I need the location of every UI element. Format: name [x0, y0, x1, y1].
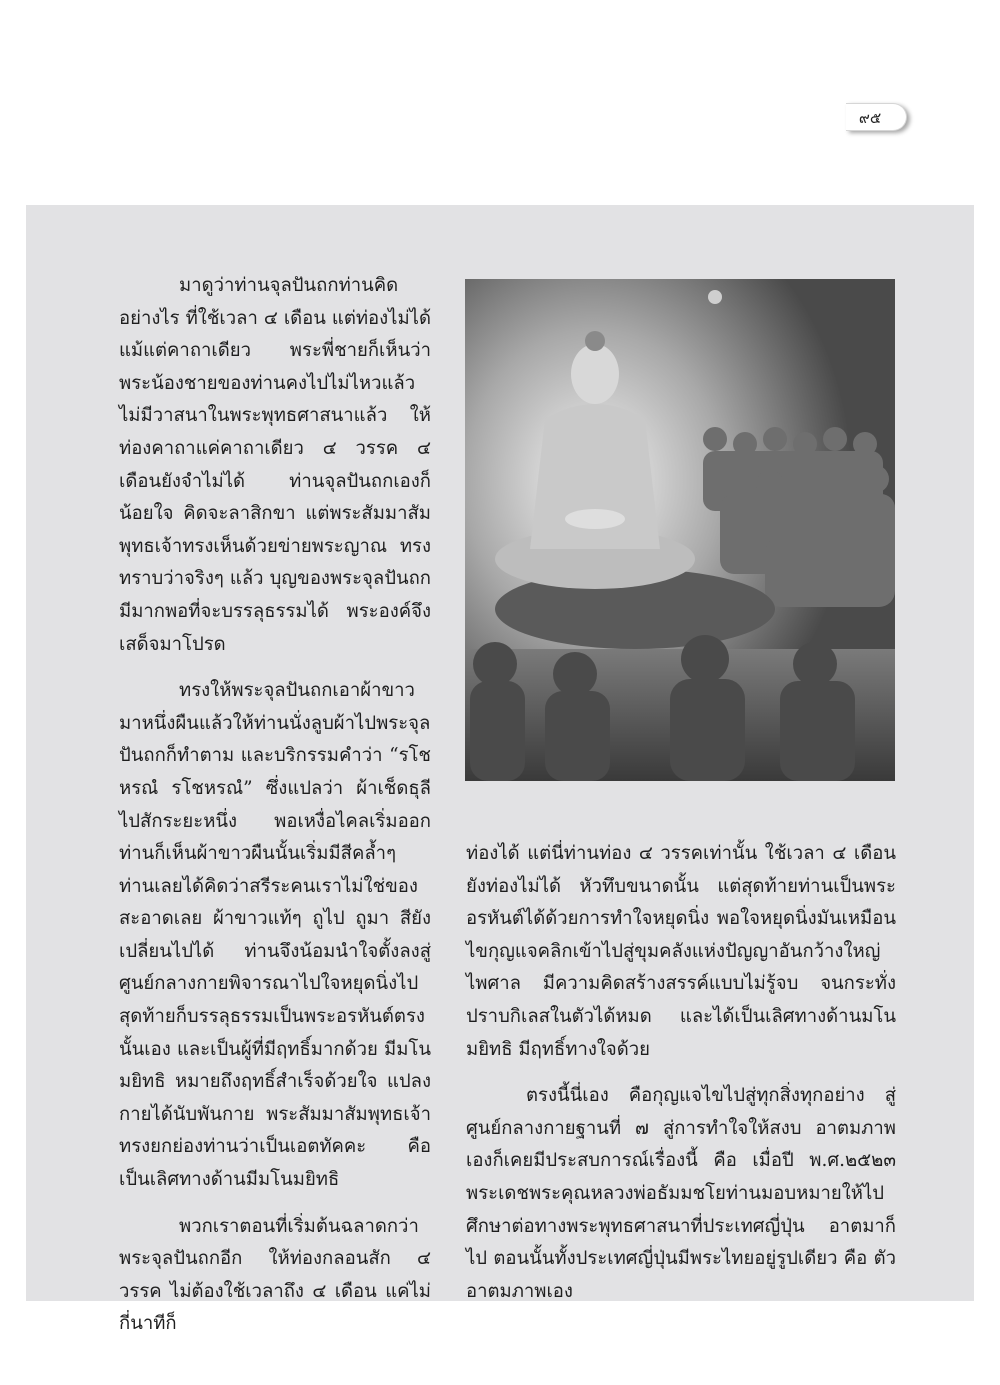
right-paragraph-2: ตรงนี้นี่เอง คือกุญแจไขไปสู่ทุกสิ่งทุกอย่าง สู่ศูนย์กลางกายฐานที่ ๗ สู่การทำใจให้สงบ อาตมภาพเองก็เคยมีประสบการณ์เรื่องนี้ คือ เมื่อปี พ.ศ.๒๕๒๓ พระเดชพระคุณหลวงพ่อธัมมชโยท่านมอบหมายให้ไปศึกษาต่อทางพระพุทธศาสนาที่ประเทศญี่ปุ่น อาตมาก็ไป ตอนนั้นทั้งประเทศญี่ปุ่นมีพระไทยอยู่รูปเดียว คือ ตัวอาตมภาพเอง	[466, 1085, 896, 1302]
right-text-column	[466, 838, 896, 1322]
left-paragraph-3: พวกเราตอนที่เริ่มต้นฉลาดกว่าพระจุลปันถกอีก ให้ท่องกลอนสัก ๔ วรรค ไม่ต้องใช้เวลาถึง ๔ เดือน แค่ไม่กี่นาทีก็	[119, 1215, 431, 1335]
left-paragraph-2: ทรงให้พระจุลปันถกเอาผ้าขาวมาหนึ่งผืนแล้วให้ท่านนั่งลูบผ้าไปพระจุลปันถกก็ทำตาม และบริกรรมคำว่า “รโชหรณํ รโชหรณํ” ซึ่งแปลว่า ผ้าเช็ดธุลี ไปสักระยะหนึ่ง พอเหงื่อไคลเริ่มออกท่านก็เห็นผ้าขาวผืนนั้นเริ่มมีสีคล้ำๆ ท่านเลยได้คิดว่าสรีระคนเราไม่ใช่ของสะอาดเลย ผ้าขาวแท้ๆ ถูไป ถูมา สียังเปลี่ยนไปได้ ท่านจึงน้อมนำใจตั้งลงสู่ศูนย์กลางกายพิจารณาไปใจหยุดนิ่งไป สุดท้ายก็บรรลุธรรมเป็นพระอรหันต์ตรงนั้นเอง และเป็นผู้ที่มีฤทธิ์มากด้วย มีมโนมยิทธิ หมายถึงฤทธิ์สำเร็จด้วยใจ แปลงกายได้นับพันกาย พระสัมมาสัมพุทธเจ้าทรงยกย่องท่านว่าเป็นเอตทัคคะ คือ เป็นเลิศทางด้านมีมโนมยิทธิ	[119, 680, 431, 1191]
moon-icon	[708, 290, 722, 304]
meditating-buddha-illustration	[465, 279, 895, 781]
left-text-column	[119, 270, 431, 1355]
left-paragraph-1: มาดูว่าท่านจุลปันถกท่านคิดอย่างไร ที่ใช้เวลา ๔ เดือน แต่ท่องไม่ได้แม้แต่คาถาเดียว พระพี่ชายก็เห็นว่า พระน้องชายของท่านคงไปไม่ไหวแล้ว ไม่มีวาสนาในพระพุทธศาสนาแล้ว ให้ท่องคาถาแค่คาถาเดียว ๔ วรรค ๔ เดือนยังจำไม่ได้ ท่านจุลปันถกเองก็น้อยใจ คิดจะลาสิกขา แต่พระสัมมาสัมพุทธเจ้าทรงเห็นด้วยข่ายพระญาณ ทรงทราบว่าจริงๆ แล้ว บุญของพระจุลปันถกมีมากพอที่จะบรรลุธรรมได้ พระองค์จึงเสด็จมาโปรด	[119, 275, 431, 655]
page-number-tab	[846, 103, 907, 131]
right-paragraph-1: ท่องได้ แต่นี่ท่านท่อง ๔ วรรคเท่านั้น ใช้เวลา ๔ เดือนยังท่องไม่ได้ หัวทึบขนาดนั้น แต่สุดท้ายท่านเป็นพระอรหันต์ได้ด้วยการทำใจหยุดนิ่ง พอใจหยุดนิ่งมันเหมือนไขกุญแจคลิกเข้าไปสู่ขุมคลังแห่งปัญญาอันกว้างใหญ่ไพศาล มีความคิดสร้างสรรค์แบบไม่รู้จบ จนกระทั่งปราบกิเลสในตัวได้หมด และได้เป็นเลิศทางด้านมโนมยิทธิ มีฤทธิ์ทางใจด้วย	[466, 843, 896, 1060]
illustration-svg	[465, 279, 895, 781]
page-number: ๙๕	[858, 109, 882, 127]
